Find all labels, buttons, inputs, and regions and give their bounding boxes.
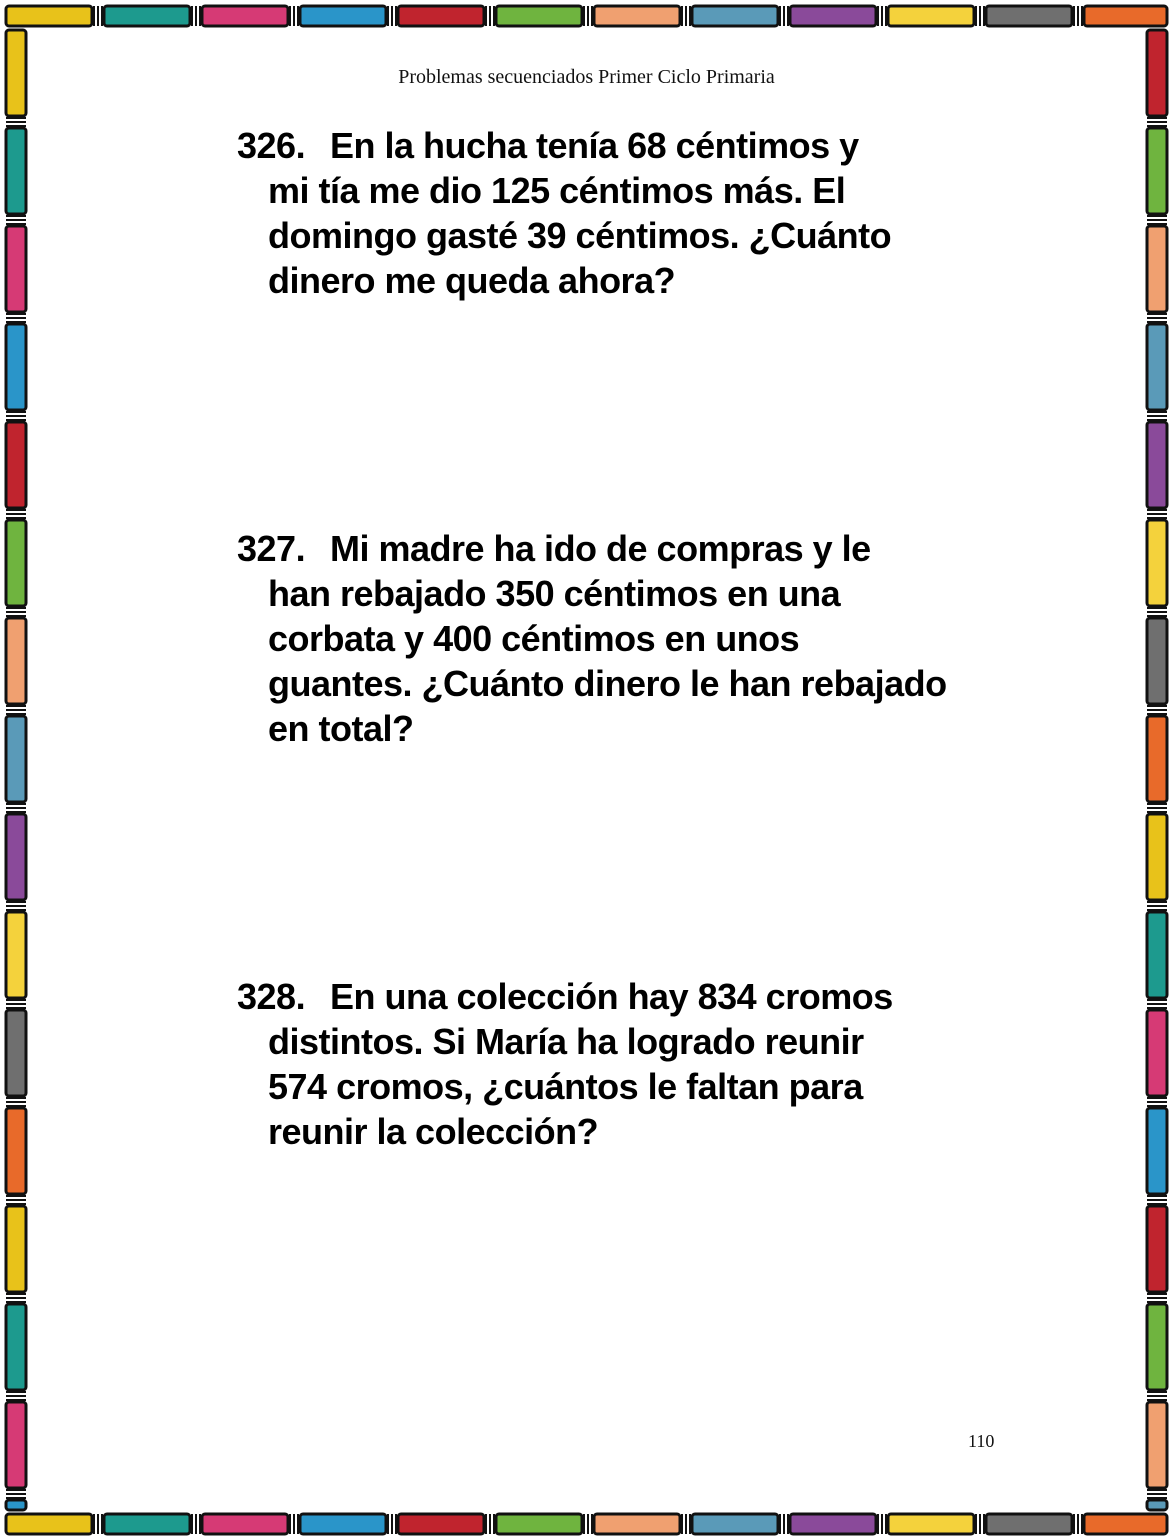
border-divider-mark [1147, 1101, 1167, 1103]
problem-327 [237, 526, 997, 751]
border-divider-mark [1073, 1514, 1075, 1534]
border-divider-mark [6, 1395, 26, 1397]
problem-text-line: En la hucha tenía 68 céntimos y [330, 125, 859, 166]
border-divider-mark [1147, 1489, 1167, 1491]
problem-text-line: corbata y 400 céntimos en unos [268, 618, 800, 659]
border-divider-mark [6, 219, 26, 221]
border-divider-mark [6, 411, 26, 413]
border-segment-left [6, 1206, 26, 1292]
border-divider-mark [97, 1514, 99, 1534]
border-divider-mark [391, 6, 393, 26]
border-segment-right [1147, 1206, 1167, 1292]
border-segment-right [1147, 1304, 1167, 1390]
border-segment-top [398, 6, 484, 26]
border-segment-left [6, 1500, 26, 1510]
problem-text-line: 574 cromos, ¿cuántos le faltan para [268, 1066, 863, 1107]
border-divider-mark [881, 6, 883, 26]
border-divider-mark [93, 6, 95, 26]
border-divider-mark [6, 807, 26, 809]
border-segment-left [6, 814, 26, 900]
border-segment-bottom [300, 1514, 386, 1534]
border-divider-mark [979, 6, 981, 26]
border-segment-right [1147, 716, 1167, 802]
border-segment-bottom [1084, 1514, 1167, 1534]
border-divider-mark [191, 1514, 193, 1534]
border-divider-mark [783, 1514, 785, 1534]
border-segment-top [202, 6, 288, 26]
border-segment-right [1147, 912, 1167, 998]
border-segment-left [6, 226, 26, 312]
border-divider-mark [6, 513, 26, 515]
border-divider-mark [6, 709, 26, 711]
border-segment-left [6, 1304, 26, 1390]
border-divider-mark [6, 415, 26, 417]
border-segment-right [1147, 422, 1167, 508]
border-segment-top [104, 6, 190, 26]
border-divider-mark [1147, 215, 1167, 217]
border-divider-mark [583, 1514, 585, 1534]
border-divider-mark [1147, 901, 1167, 903]
border-segment-bottom [496, 1514, 582, 1534]
border-divider-mark [6, 611, 26, 613]
border-divider-mark [685, 6, 687, 26]
border-divider-mark [6, 705, 26, 707]
border-divider-mark [1147, 807, 1167, 809]
problem-326 [237, 123, 997, 303]
border-divider-mark [877, 1514, 879, 1534]
border-divider-mark [6, 1097, 26, 1099]
border-divider-mark [583, 6, 585, 26]
border-segment-right [1147, 1500, 1167, 1510]
border-divider-mark [979, 1514, 981, 1534]
border-divider-mark [1147, 1195, 1167, 1197]
border-divider-mark [1147, 219, 1167, 221]
border-divider-mark [6, 1293, 26, 1295]
border-divider-mark [587, 6, 589, 26]
border-divider-mark [1147, 1003, 1167, 1005]
problem-text-line: Mi madre ha ido de compras y le [330, 528, 871, 569]
border-divider-mark [6, 905, 26, 907]
border-divider-mark [1077, 6, 1079, 26]
border-divider-mark [1077, 1514, 1079, 1534]
border-segment-left [6, 324, 26, 410]
border-divider-mark [6, 509, 26, 511]
border-divider-mark [1147, 607, 1167, 609]
border-divider-mark [1147, 317, 1167, 319]
border-divider-mark [191, 6, 193, 26]
border-divider-mark [293, 1514, 295, 1534]
border-segment-left [6, 520, 26, 606]
border-divider-mark [289, 1514, 291, 1534]
border-segment-right [1147, 1402, 1167, 1488]
border-divider-mark [6, 999, 26, 1001]
border-segment-left [6, 618, 26, 704]
border-divider-mark [6, 1297, 26, 1299]
border-divider-mark [1147, 1297, 1167, 1299]
border-segment-right [1147, 618, 1167, 704]
border-segment-top [6, 6, 92, 26]
border-divider-mark [1147, 999, 1167, 1001]
border-divider-mark [779, 1514, 781, 1534]
border-divider-mark [1147, 1391, 1167, 1393]
border-segment-bottom [104, 1514, 190, 1534]
border-divider-mark [783, 6, 785, 26]
border-divider-mark [387, 1514, 389, 1534]
border-segment-bottom [692, 1514, 778, 1534]
border-segment-bottom [202, 1514, 288, 1534]
border-divider-mark [93, 1514, 95, 1534]
border-divider-mark [6, 1391, 26, 1393]
border-divider-mark [6, 1199, 26, 1201]
border-segment-bottom [594, 1514, 680, 1534]
border-divider-mark [685, 1514, 687, 1534]
border-divider-mark [195, 1514, 197, 1534]
border-segment-bottom [6, 1514, 92, 1534]
border-segment-left [6, 1010, 26, 1096]
border-divider-mark [975, 1514, 977, 1534]
border-divider-mark [681, 1514, 683, 1534]
page-number: 110 [968, 1431, 995, 1451]
problem-text-line: mi tía me dio 125 céntimos más. El [268, 170, 846, 211]
border-divider-mark [1147, 611, 1167, 613]
border-segment-right [1147, 520, 1167, 606]
problem-328 [237, 974, 997, 1154]
border-segment-left [6, 128, 26, 214]
problem-text-line: dinero me queda ahora? [268, 260, 676, 301]
problem-text-line: han rebajado 350 céntimos en una [268, 573, 841, 614]
problem-text-line: domingo gasté 39 céntimos. ¿Cuánto [268, 215, 892, 256]
border-segment-right [1147, 226, 1167, 312]
border-segment-top [496, 6, 582, 26]
border-divider-mark [6, 121, 26, 123]
border-divider-mark [485, 1514, 487, 1534]
border-segment-top [986, 6, 1072, 26]
problem-number: 328. [237, 976, 306, 1017]
border-divider-mark [1147, 803, 1167, 805]
border-segment-top [692, 6, 778, 26]
border-segment-left [6, 1108, 26, 1194]
border-divider-mark [391, 1514, 393, 1534]
border-divider-mark [1147, 121, 1167, 123]
problem-number: 326. [237, 125, 306, 166]
border-segment-bottom [888, 1514, 974, 1534]
border-divider-mark [6, 1003, 26, 1005]
border-divider-mark [881, 1514, 883, 1534]
border-segment-right [1147, 1108, 1167, 1194]
border-segment-top [790, 6, 876, 26]
border-segment-top [1084, 6, 1167, 26]
border-divider-mark [6, 313, 26, 315]
border-divider-mark [6, 1493, 26, 1495]
border-divider-mark [1147, 117, 1167, 119]
border-segment-top [300, 6, 386, 26]
border-segment-bottom [986, 1514, 1072, 1534]
border-divider-mark [1147, 1199, 1167, 1201]
border-segment-left [6, 716, 26, 802]
border-segment-right [1147, 1010, 1167, 1096]
border-divider-mark [1147, 1293, 1167, 1295]
problem-number: 327. [237, 528, 306, 569]
problem-text-line: distintos. Si María ha logrado reunir [268, 1021, 864, 1062]
border-divider-mark [1147, 1097, 1167, 1099]
border-divider-mark [387, 6, 389, 26]
border-segment-bottom [790, 1514, 876, 1534]
border-divider-mark [6, 1101, 26, 1103]
border-divider-mark [1147, 513, 1167, 515]
border-segment-right [1147, 324, 1167, 410]
border-divider-mark [485, 6, 487, 26]
border-divider-mark [877, 6, 879, 26]
border-segment-top [594, 6, 680, 26]
problem-text-line: En una colección hay 834 cromos [330, 976, 893, 1017]
border-divider-mark [1147, 415, 1167, 417]
border-divider-mark [587, 1514, 589, 1534]
border-divider-mark [489, 6, 491, 26]
border-divider-mark [6, 901, 26, 903]
problem-text-line: reunir la colección? [268, 1111, 599, 1152]
border-segment-bottom [398, 1514, 484, 1534]
border-divider-mark [293, 6, 295, 26]
border-segment-left [6, 422, 26, 508]
border-divider-mark [1147, 1395, 1167, 1397]
border-divider-mark [6, 607, 26, 609]
problem-text-line: en total? [268, 708, 414, 749]
border-divider-mark [1147, 1493, 1167, 1495]
border-divider-mark [1073, 6, 1075, 26]
border-divider-mark [779, 6, 781, 26]
page-header-title: Problemas secuenciados Primer Ciclo Primaria [398, 66, 775, 88]
border-divider-mark [975, 6, 977, 26]
border-segment-left [6, 912, 26, 998]
border-divider-mark [681, 6, 683, 26]
border-segment-top [888, 6, 974, 26]
border-divider-mark [1147, 705, 1167, 707]
border-divider-mark [1147, 709, 1167, 711]
border-segment-right [1147, 128, 1167, 214]
border-divider-mark [6, 803, 26, 805]
border-segment-left [6, 1402, 26, 1488]
border-divider-mark [1147, 509, 1167, 511]
border-segment-right [1147, 814, 1167, 900]
border-divider-mark [289, 6, 291, 26]
border-divider-mark [195, 6, 197, 26]
border-divider-mark [97, 6, 99, 26]
border-divider-mark [489, 1514, 491, 1534]
border-divider-mark [6, 1489, 26, 1491]
border-divider-mark [6, 215, 26, 217]
border-divider-mark [6, 317, 26, 319]
border-divider-mark [1147, 313, 1167, 315]
border-divider-mark [1147, 905, 1167, 907]
problem-text-line: guantes. ¿Cuánto dinero le han rebajado [268, 663, 947, 704]
border-divider-mark [6, 1195, 26, 1197]
border-divider-mark [6, 117, 26, 119]
border-divider-mark [1147, 411, 1167, 413]
